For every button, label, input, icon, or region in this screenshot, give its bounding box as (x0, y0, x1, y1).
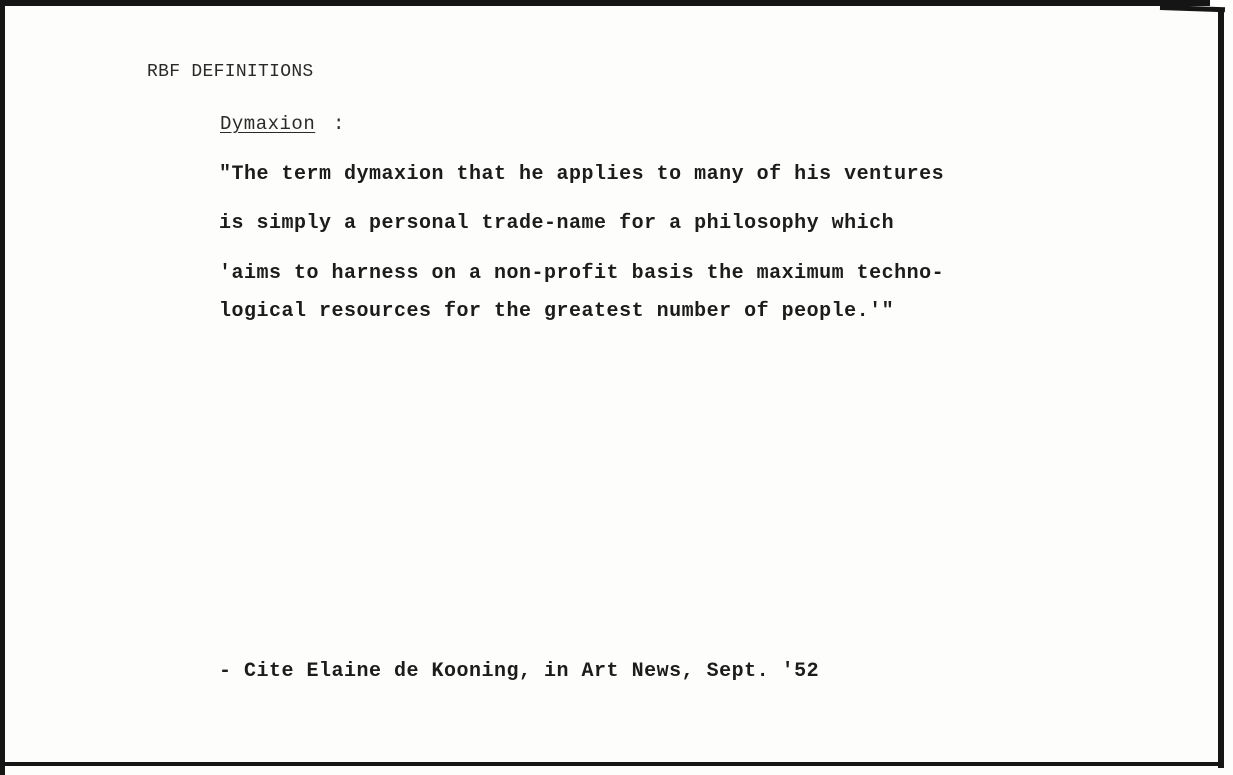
card-heading: RBF DEFINITIONS (147, 62, 314, 82)
card-border-top-right (1160, 5, 1225, 12)
citation: - Cite Elaine de Kooning, in Art News, Sept. '52 (219, 660, 820, 683)
card-border-left (0, 0, 5, 775)
quote-line: "The term dymaxion that he applies to many of his ventures (219, 163, 945, 186)
quote-line: is simply a personal trade-name for a philosophy which (219, 212, 895, 235)
definition-term: Dymaxion (220, 113, 316, 135)
definition-term-colon: : (333, 113, 345, 135)
card-border-right (1218, 10, 1224, 768)
card-border-bottom (0, 762, 1224, 766)
quote-line: logical resources for the greatest number of people.'" (219, 300, 895, 323)
quote-line: 'aims to harness on a non-profit basis the maximum techno- (219, 262, 945, 285)
card-border-top (0, 0, 1210, 6)
